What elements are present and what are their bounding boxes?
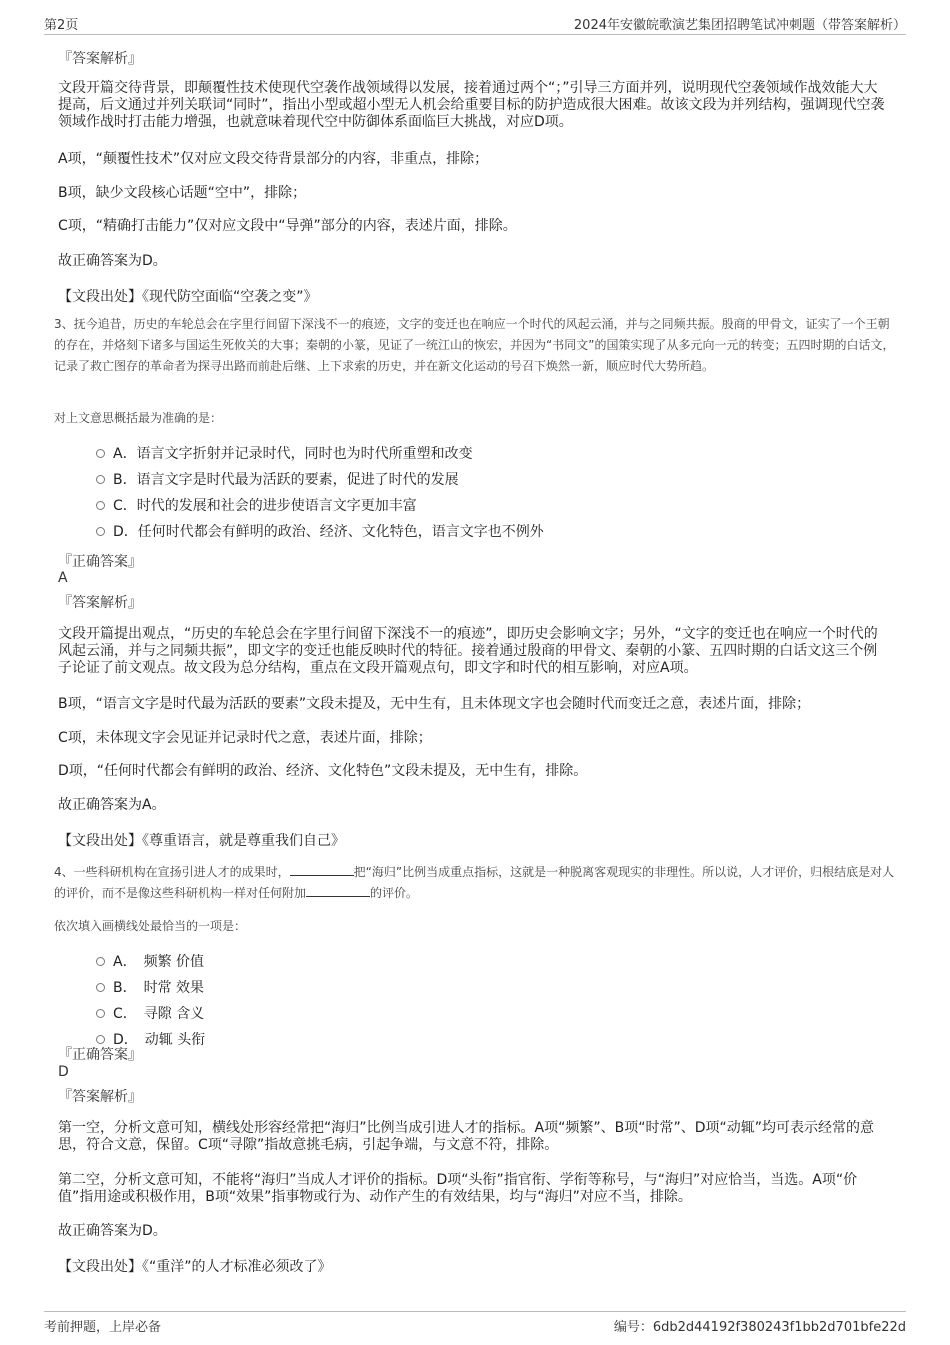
radio-icon[interactable] (96, 527, 105, 536)
document-title: 2024年安徽皖歌演艺集团招聘笔试冲刺题（带答案解析） (573, 18, 906, 33)
question-4-prompt: 依次填入画横线处最恰当的一项是： (54, 919, 247, 933)
radio-icon[interactable] (96, 957, 105, 966)
analysis-conclusion: 故正确答案为A。 (58, 797, 166, 813)
radio-icon[interactable] (96, 475, 105, 484)
fill-blank-2 (306, 885, 370, 897)
analysis-paragraph-1: 第一空，分析文意可知，横线处形容经常把“海归”比例当成引进人才的指标。A项“频繁”、B项“时常”、D项“动辄”均可表示经常的意思，符合文意，保留。C项“寻隙”指故意挑毛病，引起争端，与文意不符，排除。 (58, 1120, 874, 1153)
correct-answer-label: 『正确答案』 (58, 554, 142, 570)
q3-option-d[interactable]: D．任何时代都会有鲜明的政治、经济、文化特色，语言文字也不例外 (96, 522, 544, 542)
question-3-text: 3、抚今追昔，历史的车轮总会在字里行间留下深浅不一的痕迹，文字的变迁也在响应一个时代的风起云涌，并与之同频共振。殷商的甲骨文，证实了一个王朝的存在，并烙刻下诸多与国运生死攸关的大事；秦朝的小篆，见证了一统江山的恢宏，并因为“书同文”的国策实现了从多元向一元的转变；五四时期的白话文，记录了救亡图存的革命者为探寻出路而前赴后继、上下求索的历史，并在新文化运动的号召下焕然一新，顺应时代大势所趋。 (54, 317, 895, 373)
page-header (44, 14, 906, 35)
q3-option-c[interactable]: C．时代的发展和社会的进步使语言文字更加丰富 (96, 496, 417, 516)
analysis-option-c: C项，“精确打击能力”仅对应文段中“导弹”部分的内容，表述片面，排除。 (58, 218, 517, 234)
q4-option-b[interactable]: B． 时常 效果 (96, 978, 204, 998)
analysis-label: 『答案解析』 (58, 51, 142, 67)
fill-blank-1 (290, 864, 354, 876)
analysis-option-c: C项，未体现文字会见证并记录时代之意，表述片面，排除； (58, 730, 432, 746)
analysis-paragraph: 文段开篇交待背景，即颠覆性技术使现代空袭作战领域得以发展，接着通过两个“；”引导三方面并列，说明现代空袭领域作战效能大大提高，后文通过并列关联词“同时”，指出小型或超小型无人机会给重要目标的防护造成很大困难。故该文段为并列结构，强调现代空袭领域作战时打击能力增强，也就意味着现代空中防御体系面临巨大挑战，对应D项。 (58, 80, 885, 130)
analysis-label: 『答案解析』 (58, 1089, 142, 1105)
analysis-option-a: A项，“颠覆性技术”仅对应文段交待背景部分的内容，非重点，排除； (58, 151, 489, 167)
page-number: 第2页 (44, 18, 79, 33)
analysis-option-b: B项，缺少文段核心话题“空中”，排除； (58, 185, 307, 201)
question-3-prompt: 对上文意思概括最为准确的是： (54, 411, 223, 425)
correct-answer-label: 『正确答案』 (58, 1047, 142, 1063)
document-code: 编号：6db2d44192f380243f1bb2d701bfe22d (613, 1320, 906, 1335)
radio-icon[interactable] (96, 449, 105, 458)
source-citation: 【文段出处】《尊重语言，就是尊重我们自己》 (58, 833, 345, 849)
analysis-conclusion: 故正确答案为D。 (58, 253, 167, 269)
q3-option-a[interactable]: A．语言文字折射并记录时代，同时也为时代所重塑和改变 (96, 444, 473, 464)
footer-slogan: 考前押题，上岸必备 (44, 1320, 162, 1335)
analysis-option-d: D项，“任何时代都会有鲜明的政治、经济、文化特色”文段未提及，无中生有，排除。 (58, 763, 588, 779)
analysis-paragraph: 文段开篇提出观点，“历史的车轮总会在字里行间留下深浅不一的痕迹”，即历史会影响文字；另外，“文字的变迁也在响应一个时代的风起云涌，并与之同频共振”，即文字的变迁也能反映时代的特征。接着通过殷商的甲骨文、秦朝的小篆、五四时期的白话文这三个例子论证了前文观点。故文段为总分结构，重点在文段开篇观点句，即文字和时代的相互影响，对应A项。 (58, 626, 878, 676)
correct-answer-value: D (58, 1064, 69, 1080)
radio-icon[interactable] (96, 983, 105, 992)
analysis-label: 『答案解析』 (58, 595, 142, 611)
q3-option-b[interactable]: B．语言文字是时代最为活跃的要素，促进了时代的发展 (96, 470, 459, 490)
radio-icon[interactable] (96, 1009, 105, 1018)
radio-icon[interactable] (96, 501, 105, 510)
correct-answer-value: A (58, 570, 68, 586)
q4-option-a[interactable]: A． 频繁 价值 (96, 952, 204, 972)
analysis-conclusion: 故正确答案为D。 (58, 1223, 167, 1239)
q4-option-c[interactable]: C． 寻隙 含义 (96, 1004, 204, 1024)
source-citation: 【文段出处】《现代防空面临“空袭之变”》 (58, 289, 318, 305)
q4-option-d[interactable]: D． 动辄 头衔 (96, 1030, 205, 1050)
analysis-paragraph-2: 第二空，分析文意可知，不能将“海归”当成人才评价的指标。D项“头衔”指官衔、学衔等称号，与“海归”对应恰当，当选。A项“价值”指用途或积极作用，B项“效果”指事物或行为、动作产生的有效结果，均与“海归”对应不当，排除。 (58, 1172, 858, 1205)
question-4-text: 4、一些科研机构在宣扬引进人才的成果时， 把“海归”比例当成重点指标，这就是一种脱离客观现实的非理性。所以说，人才评价，归根结底是对人的评价，而不是像这些科研机构一样对任何附加 的评价。 (54, 865, 895, 900)
source-citation: 【文段出处】《“重洋”的人才标准必须改了》 (58, 1259, 332, 1275)
page-footer (44, 1311, 906, 1334)
analysis-option-b: B项，“语言文字是时代最为活跃的要素”文段未提及，无中生有，且未体现文字也会随时代而变迁之意，表述片面，排除； (58, 696, 811, 712)
radio-icon[interactable] (96, 1035, 105, 1044)
